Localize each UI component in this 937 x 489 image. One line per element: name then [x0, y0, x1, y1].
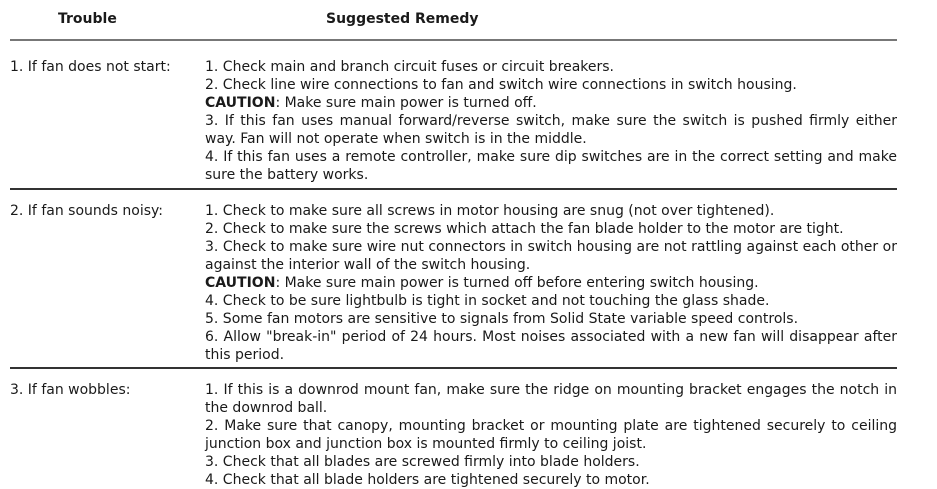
- remedy-step: 1. Check main and branch circuit fuses or circuit breakers.: [205, 59, 615, 75]
- row-divider: [10, 367, 897, 369]
- table-header: [10, 11, 897, 31]
- caution-note: [205, 94, 897, 112]
- column-header-trouble: Trouble: [58, 11, 117, 27]
- remedy-step: 2. Check to make sure the screws which attach the fan blade holder to the motor are tight.: [205, 221, 844, 237]
- remedy-cell: [205, 381, 897, 489]
- remedy-cell: [205, 202, 897, 364]
- column-header-remedy: Suggested Remedy: [326, 11, 479, 27]
- remedy-step: 4. Check to be sure lightbulb is tight in socket and not touching the glass shade.: [205, 293, 770, 309]
- remedy-step: 3. Check to make sure wire nut connectors in switch housing are not rattling against each other or against the interior wall of the switch housing.: [205, 239, 897, 273]
- trouble-cell: 3. If fan wobbles:: [10, 382, 131, 398]
- remedy-step: 1. Check to make sure all screws in motor housing are snug (not over tightened).: [205, 203, 775, 219]
- caution-text: : Make sure main power is turned off before entering switch housing.: [275, 275, 759, 291]
- remedy-step: 6. Allow "break-in" period of 24 hours. Most noises associated with a new fan will disappear after this period.: [205, 329, 897, 363]
- remedy-step: 2. Check line wire connections to fan and switch wire connections in switch housing.: [205, 77, 797, 93]
- trouble-cell: 1. If fan does not start:: [10, 59, 171, 75]
- remedy-step: 1. If this is a downrod mount fan, make sure the ridge on mounting bracket engages the notch in the downrod ball.: [205, 382, 897, 416]
- remedy-step: 3. Check that all blades are screwed firmly into blade holders.: [205, 454, 640, 470]
- row-divider: [10, 188, 897, 190]
- header-divider: [10, 39, 897, 41]
- caution-text: : Make sure main power is turned off.: [275, 95, 537, 111]
- remedy-step: 3. If this fan uses manual forward/reverse switch, make sure the switch is pushed firmly either way. Fan will not operate when switch is in the middle.: [205, 113, 897, 147]
- caution-label: CAUTION: [205, 275, 276, 291]
- remedy-step: 4. If this fan uses a remote controller, make sure dip switches are in the correct setting and make sure the battery works.: [205, 149, 897, 183]
- trouble-cell: 2. If fan sounds noisy:: [10, 203, 163, 219]
- remedy-step: 2. Make sure that canopy, mounting bracket or mounting plate are tightened securely to ceiling junction box and junction box is mounted firmly to ceiling joist.: [205, 418, 897, 452]
- remedy-step: 4. Check that all blade holders are tightened securely to motor.: [205, 472, 650, 488]
- caution-note: [205, 274, 897, 292]
- caution-label: CAUTION: [205, 95, 276, 111]
- remedy-cell: [205, 58, 897, 184]
- remedy-step: 5. Some fan motors are sensitive to signals from Solid State variable speed controls.: [205, 311, 799, 327]
